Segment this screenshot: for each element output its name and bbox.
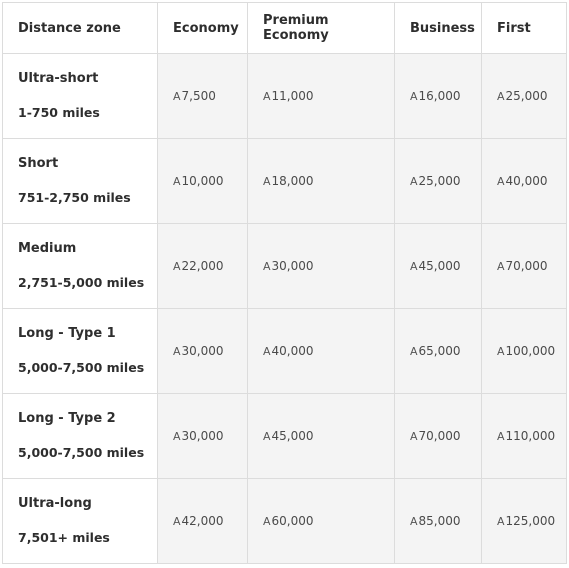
- price-cell-premium-economy: [248, 54, 395, 139]
- avios-currency-icon: A: [263, 345, 271, 358]
- table-header: [3, 3, 567, 54]
- avios-currency-icon: A: [410, 345, 418, 358]
- price-value: 70,000: [418, 429, 461, 443]
- price-value: 65,000: [418, 344, 461, 358]
- price-value: 7,500: [181, 89, 216, 103]
- price-value: 10,000: [181, 174, 224, 188]
- price-value: 60,000: [271, 514, 314, 528]
- avios-currency-icon: A: [410, 430, 418, 443]
- avios-currency-icon: A: [173, 260, 181, 273]
- zone-range: 5,000-7,500 miles: [18, 445, 145, 460]
- zone-range: 7,501+ miles: [18, 530, 110, 545]
- price-value: 125,000: [505, 514, 556, 528]
- avios-currency-icon: A: [410, 515, 418, 528]
- zone-cell: [3, 139, 158, 224]
- table-row: [3, 394, 567, 479]
- price-value: 100,000: [505, 344, 556, 358]
- price-value: 25,000: [418, 174, 461, 188]
- header-economy: Economy: [158, 3, 248, 54]
- price-value: 25,000: [505, 89, 548, 103]
- zone-name: Short: [18, 156, 59, 171]
- price-cell-economy: [158, 309, 248, 394]
- avios-currency-icon: A: [410, 260, 418, 273]
- award-chart-table: [2, 2, 567, 564]
- price-cell-business: [395, 54, 482, 139]
- price-value: 30,000: [271, 259, 314, 273]
- price-value: 11,000: [271, 89, 314, 103]
- price-cell-economy: [158, 54, 248, 139]
- avios-currency-icon: A: [263, 430, 271, 443]
- table-row: [3, 479, 567, 564]
- zone-name: Ultra-short: [18, 71, 99, 86]
- price-cell-economy: [158, 479, 248, 564]
- price-cell-business: [395, 394, 482, 479]
- price-cell-economy: [158, 139, 248, 224]
- price-value: 45,000: [418, 259, 461, 273]
- price-cell-premium-economy: [248, 224, 395, 309]
- zone-name: Long - Type 2: [18, 411, 116, 426]
- price-value: 45,000: [271, 429, 314, 443]
- price-cell-first: [482, 54, 567, 139]
- header-premium-economy: Premium Economy: [248, 3, 395, 54]
- header-business: Business: [395, 3, 482, 54]
- avios-currency-icon: A: [497, 175, 505, 188]
- avios-currency-icon: A: [497, 515, 505, 528]
- header-distance-zone: Distance zone: [3, 3, 158, 54]
- price-cell-first: [482, 309, 567, 394]
- price-value: 42,000: [181, 514, 224, 528]
- price-value: 40,000: [271, 344, 314, 358]
- avios-currency-icon: A: [497, 345, 505, 358]
- avios-currency-icon: A: [263, 260, 271, 273]
- table-row: [3, 309, 567, 394]
- zone-name: Medium: [18, 241, 77, 256]
- avios-currency-icon: A: [497, 430, 505, 443]
- price-cell-first: [482, 394, 567, 479]
- price-value: 40,000: [505, 174, 548, 188]
- price-cell-business: [395, 309, 482, 394]
- avios-currency-icon: A: [410, 175, 418, 188]
- price-cell-first: [482, 479, 567, 564]
- price-value: 18,000: [271, 174, 314, 188]
- price-cell-economy: [158, 224, 248, 309]
- table-row: [3, 139, 567, 224]
- avios-currency-icon: A: [410, 90, 418, 103]
- price-value: 70,000: [505, 259, 548, 273]
- zone-cell: [3, 394, 158, 479]
- avios-currency-icon: A: [173, 515, 181, 528]
- zone-name: Ultra-long: [18, 496, 92, 511]
- zone-range: 751-2,750 miles: [18, 190, 131, 205]
- avios-currency-icon: A: [263, 90, 271, 103]
- header-first: First: [482, 3, 567, 54]
- price-value: 110,000: [505, 429, 556, 443]
- zone-range: 5,000-7,500 miles: [18, 360, 145, 375]
- price-cell-premium-economy: [248, 479, 395, 564]
- zone-cell: [3, 479, 158, 564]
- zone-cell: [3, 54, 158, 139]
- avios-currency-icon: A: [173, 345, 181, 358]
- zone-cell: [3, 224, 158, 309]
- zone-range: 2,751-5,000 miles: [18, 275, 145, 290]
- avios-currency-icon: A: [173, 90, 181, 103]
- price-value: 30,000: [181, 429, 224, 443]
- avios-currency-icon: A: [263, 175, 271, 188]
- price-cell-business: [395, 139, 482, 224]
- zone-name: Long - Type 1: [18, 326, 116, 341]
- table-body: [3, 54, 567, 564]
- avios-currency-icon: A: [497, 260, 505, 273]
- zone-range: 1-750 miles: [18, 105, 100, 120]
- price-cell-first: [482, 224, 567, 309]
- table-row: [3, 54, 567, 139]
- avios-currency-icon: A: [497, 90, 505, 103]
- price-cell-premium-economy: [248, 394, 395, 479]
- avios-currency-icon: A: [173, 175, 181, 188]
- price-cell-premium-economy: [248, 139, 395, 224]
- price-cell-business: [395, 479, 482, 564]
- price-cell-premium-economy: [248, 309, 395, 394]
- zone-cell: [3, 309, 158, 394]
- price-cell-first: [482, 139, 567, 224]
- avios-currency-icon: A: [173, 430, 181, 443]
- price-value: 85,000: [418, 514, 461, 528]
- price-value: 30,000: [181, 344, 224, 358]
- avios-currency-icon: A: [263, 515, 271, 528]
- price-value: 16,000: [418, 89, 461, 103]
- price-value: 22,000: [181, 259, 224, 273]
- table-row: [3, 224, 567, 309]
- price-cell-economy: [158, 394, 248, 479]
- header-row: [3, 3, 567, 54]
- price-cell-business: [395, 224, 482, 309]
